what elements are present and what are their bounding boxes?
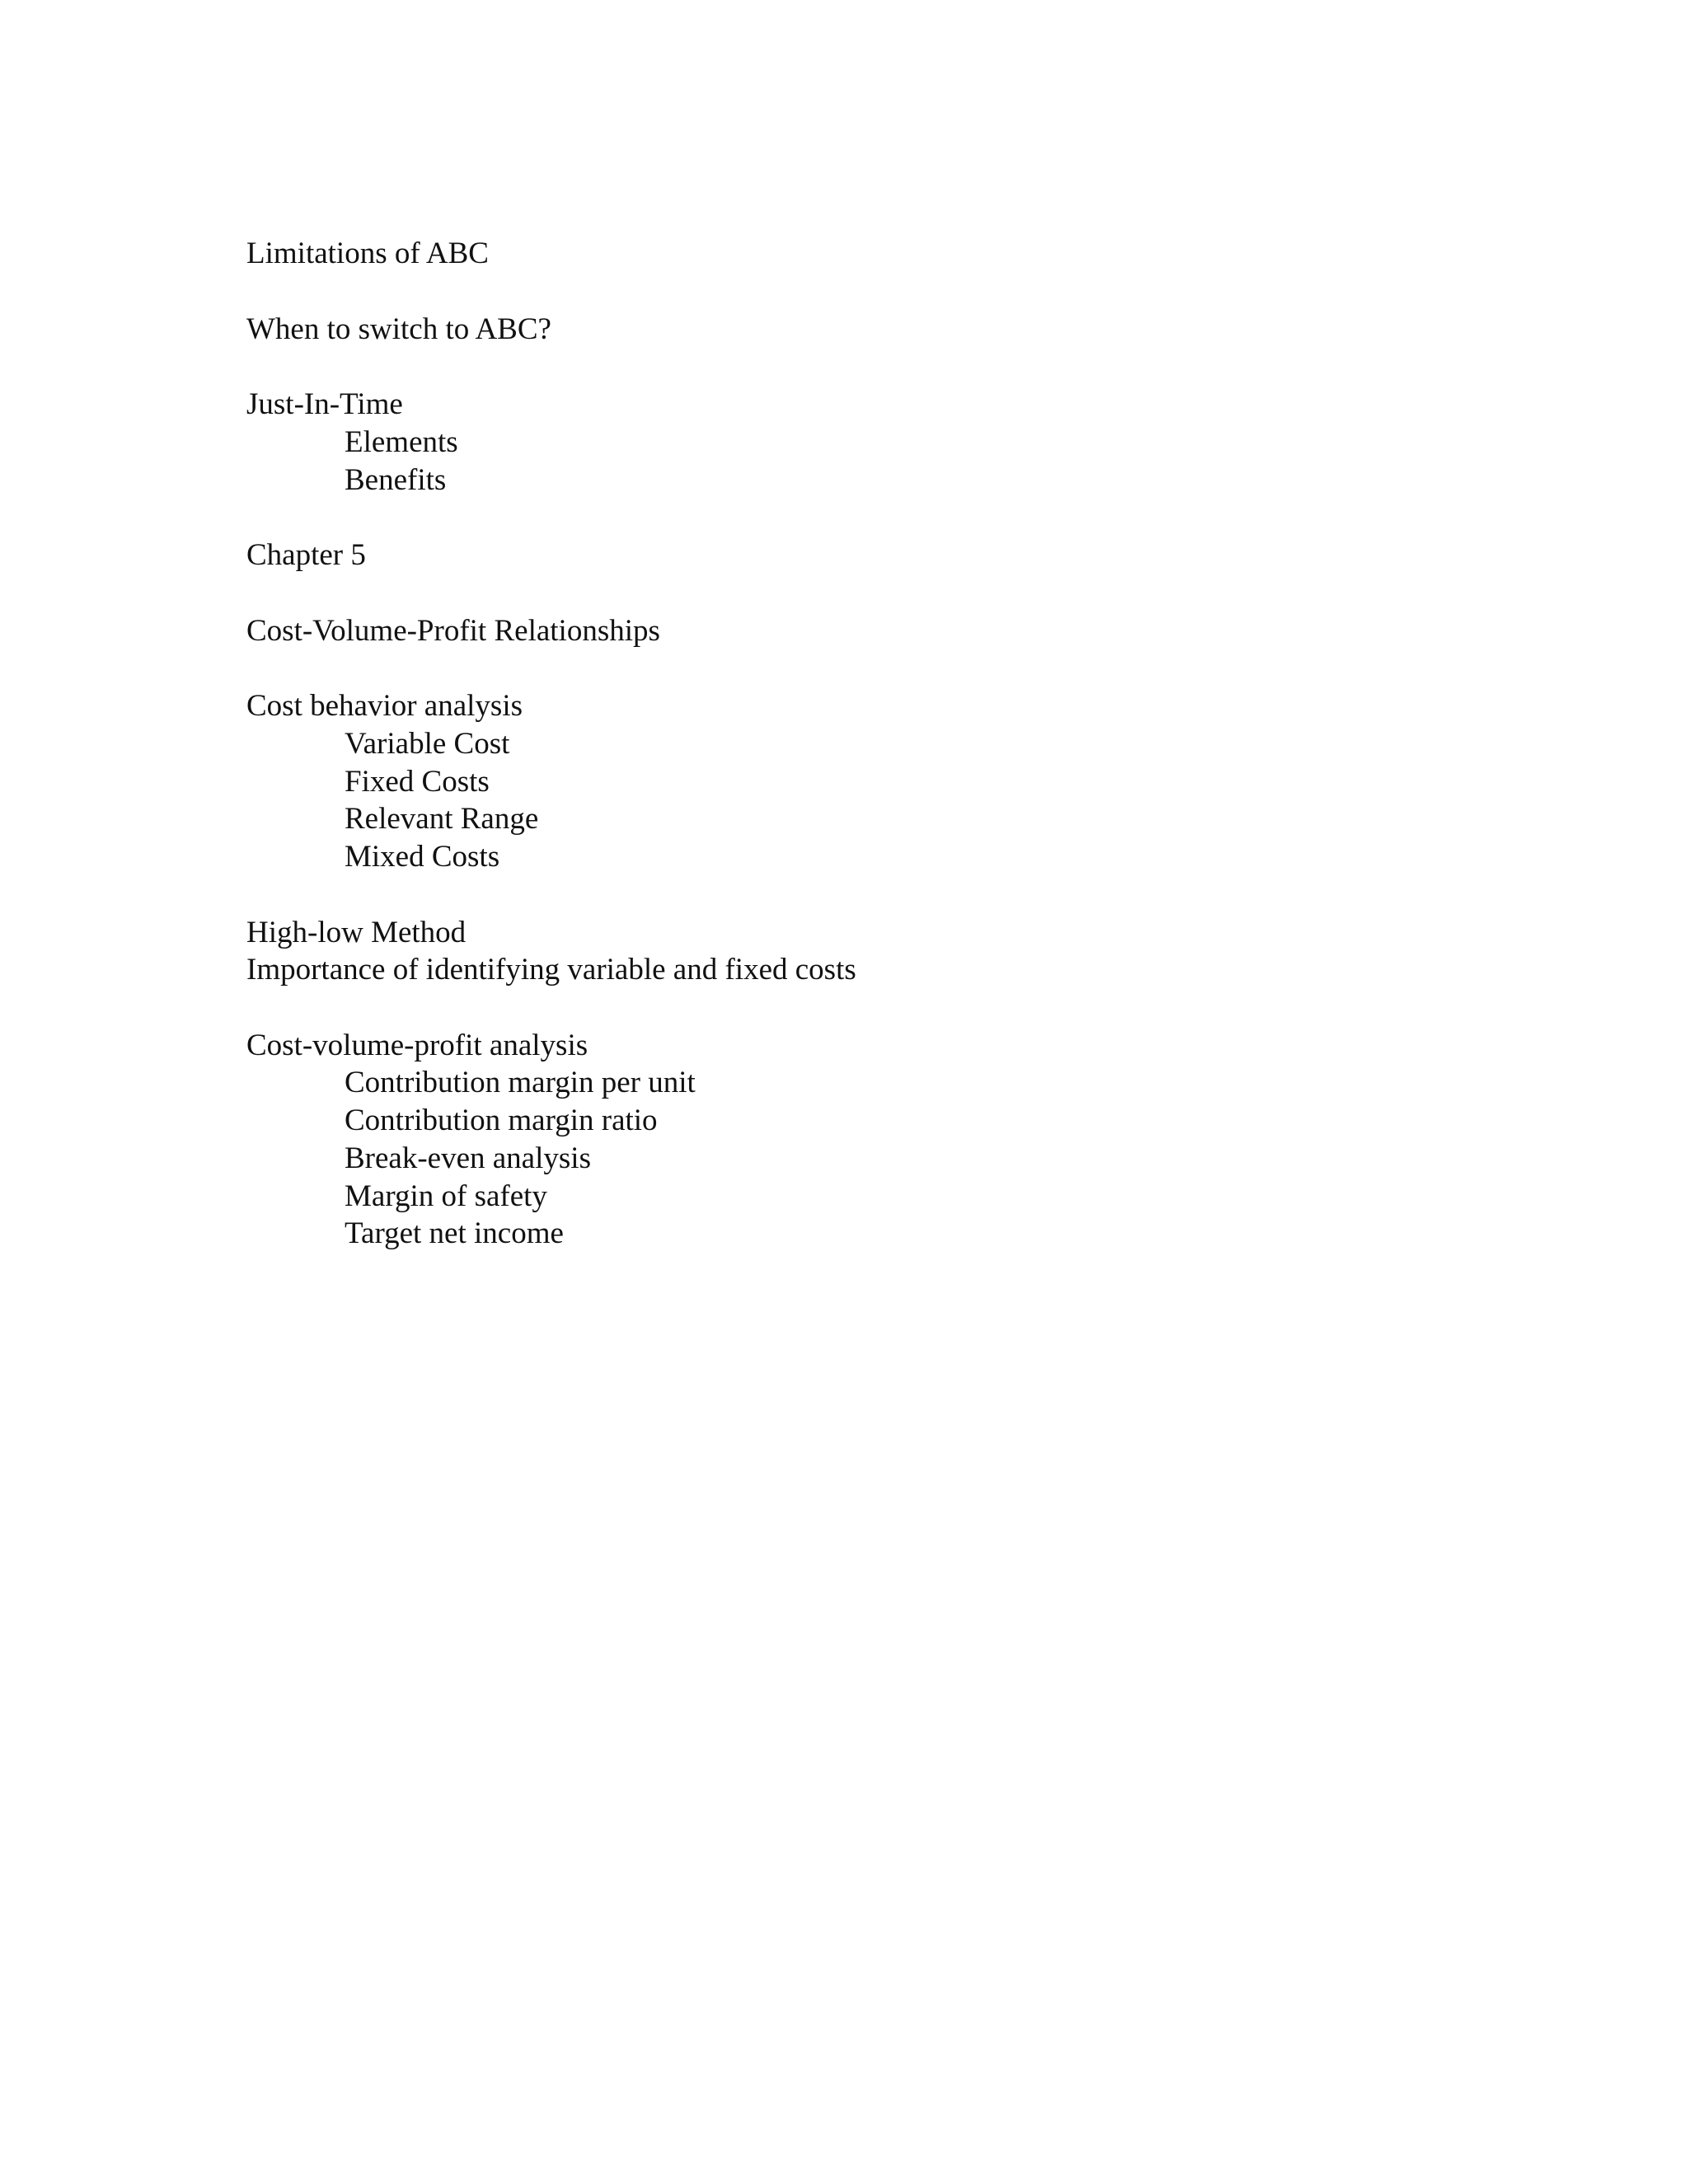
topic-heading: Limitations of ABC: [246, 237, 489, 270]
topic-heading: Cost-Volume-Profit Relationships: [246, 614, 660, 648]
topic-heading: Just-In-Time: [246, 387, 403, 421]
subtopic-item: Relevant Range: [345, 802, 539, 836]
subtopic-item: Mixed Costs: [345, 840, 500, 874]
subtopic-item: Target net income: [345, 1216, 564, 1250]
subtopic-item: Break-even analysis: [345, 1141, 591, 1175]
subtopic-item: Elements: [345, 425, 458, 459]
subtopic-item: Contribution margin ratio: [345, 1104, 658, 1137]
topic-heading: When to switch to ABC?: [246, 312, 551, 346]
topic-heading: High-low Method: [246, 916, 467, 949]
chapter-heading: Chapter 5: [246, 538, 366, 572]
topic-heading: Importance of identifying variable and fixed costs: [246, 953, 856, 987]
subtopic-item: Fixed Costs: [345, 765, 490, 799]
topic-heading: Cost-volume-profit analysis: [246, 1029, 588, 1062]
subtopic-item: Margin of safety: [345, 1179, 547, 1213]
subtopic-item: Benefits: [345, 463, 447, 497]
subtopic-item: Contribution margin per unit: [345, 1066, 696, 1099]
topic-heading: Cost behavior analysis: [246, 689, 523, 723]
subtopic-item: Variable Cost: [345, 727, 510, 761]
